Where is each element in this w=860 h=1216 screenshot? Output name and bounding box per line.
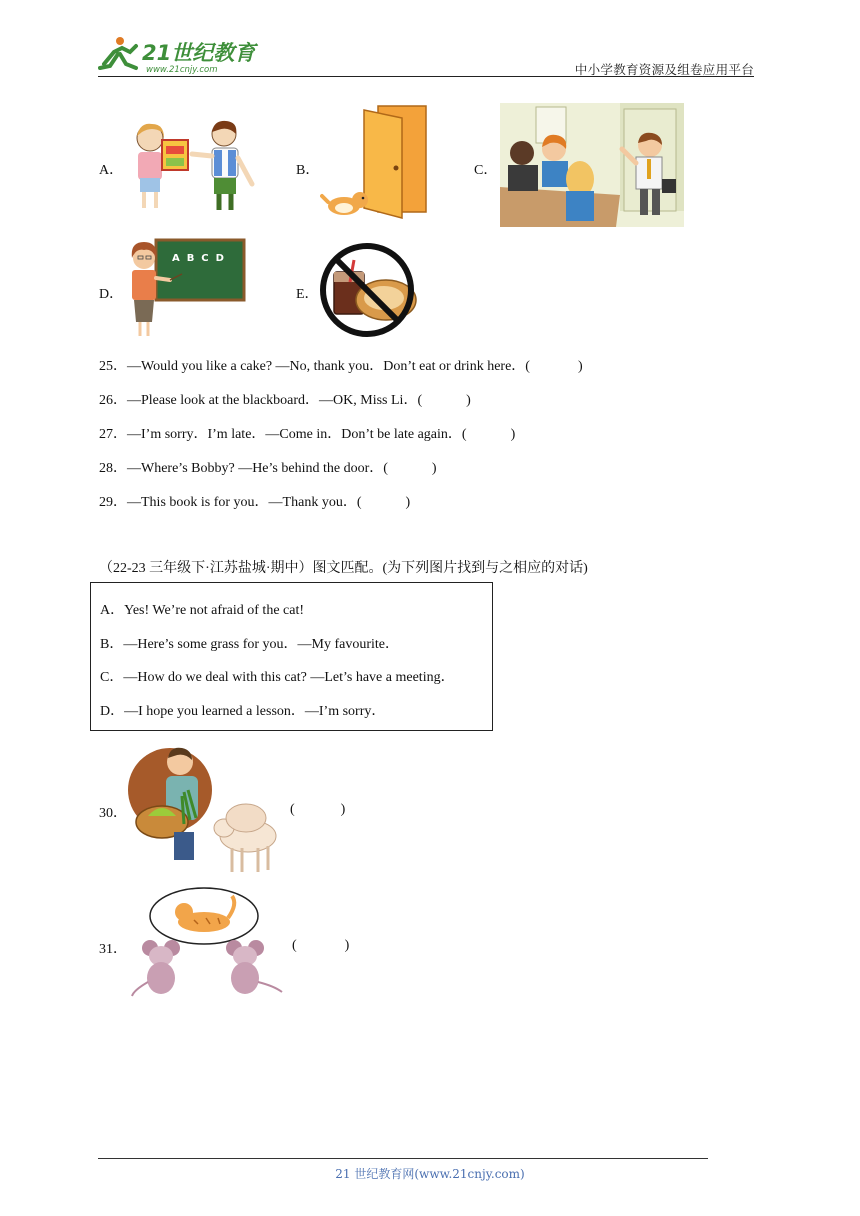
farmer-with-grass-and-sheep-illustration [128, 740, 284, 878]
box-option-d: D．—I hope you learned a lesson．—I’m sorry． [100, 704, 386, 719]
header-platform-text: 中小学教育资源及组卷应用平台 [574, 62, 754, 77]
option-a-label: A． [99, 163, 124, 178]
question-text: —Where’s Bobby? —He’s behind the door．( [127, 461, 388, 476]
question-26 [99, 389, 471, 409]
question-number: 26． [99, 393, 127, 408]
options-box [90, 582, 493, 731]
site-logo [96, 34, 266, 76]
option-b-label: B． [296, 163, 320, 178]
no-food-drink-sign-illustration [318, 242, 422, 338]
paren-open: ( [292, 938, 297, 953]
box-option-c: C．—How do we deal with this cat? —Let’s have a meeting． [100, 670, 455, 685]
option-d-label: D． [99, 287, 124, 302]
late-student-meeting-illustration [500, 103, 684, 227]
question-number: 27． [99, 427, 127, 442]
question-number: 25． [99, 359, 127, 374]
footer-divider [98, 1158, 708, 1159]
paren-close: ) [466, 393, 471, 408]
question-text: —This book is for you．—Thank you．( [127, 495, 362, 510]
question-number: 29． [99, 495, 127, 510]
teacher-blackboard-illustration [124, 238, 248, 340]
header-divider [98, 76, 754, 77]
question-30-number: 30． [99, 806, 127, 821]
question-27 [99, 423, 515, 443]
footer-text: 21 世纪教育网(www.21cnjy.com) [335, 1167, 525, 1181]
paren-open: ( [290, 802, 295, 817]
paren-close: ) [431, 461, 437, 476]
blackboard-letters: A B C D [172, 253, 224, 264]
paren-close: ) [510, 427, 516, 442]
question-text: —Please look at the blackboard．—OK, Miss Li．( [127, 393, 423, 408]
question-29 [99, 491, 410, 511]
logo-text: 21世纪教育 [142, 41, 256, 65]
logo-url-text: www.21cnjy.com [146, 65, 218, 75]
door-with-dog-illustration [320, 104, 430, 220]
question-30-answer [290, 802, 345, 818]
question-text: —Would you like a cake? —No, thank you．Don’t eat or drink here．( [127, 359, 530, 374]
question-28 [99, 457, 437, 477]
paren-close: ) [405, 495, 411, 510]
question-31-answer [292, 938, 349, 954]
mice-thinking-of-cat-illustration [128, 886, 286, 1002]
box-option-a: A．Yes! We’re not afraid of the cat! [100, 603, 305, 618]
option-c-label: C． [474, 163, 498, 178]
box-option-b: B．—Here’s some grass for you．—My favourite． [100, 637, 400, 652]
question-31-number: 31． [99, 942, 127, 957]
children-sharing-cake-illustration [128, 118, 258, 214]
question-25 [99, 355, 583, 375]
section-title: （22-23 三年级下·江苏盐城·期中）图文匹配。(为下列图片找到与之相应的对话) [99, 561, 588, 576]
question-number: 28． [99, 461, 127, 476]
paren-close: ) [344, 938, 350, 953]
paren-close: ) [340, 802, 346, 817]
option-e-label: E． [296, 287, 319, 302]
paren-close: ) [577, 359, 583, 374]
question-text: —I’m sorry．I’m late．—Come in．Don’t be late again．( [127, 427, 467, 442]
